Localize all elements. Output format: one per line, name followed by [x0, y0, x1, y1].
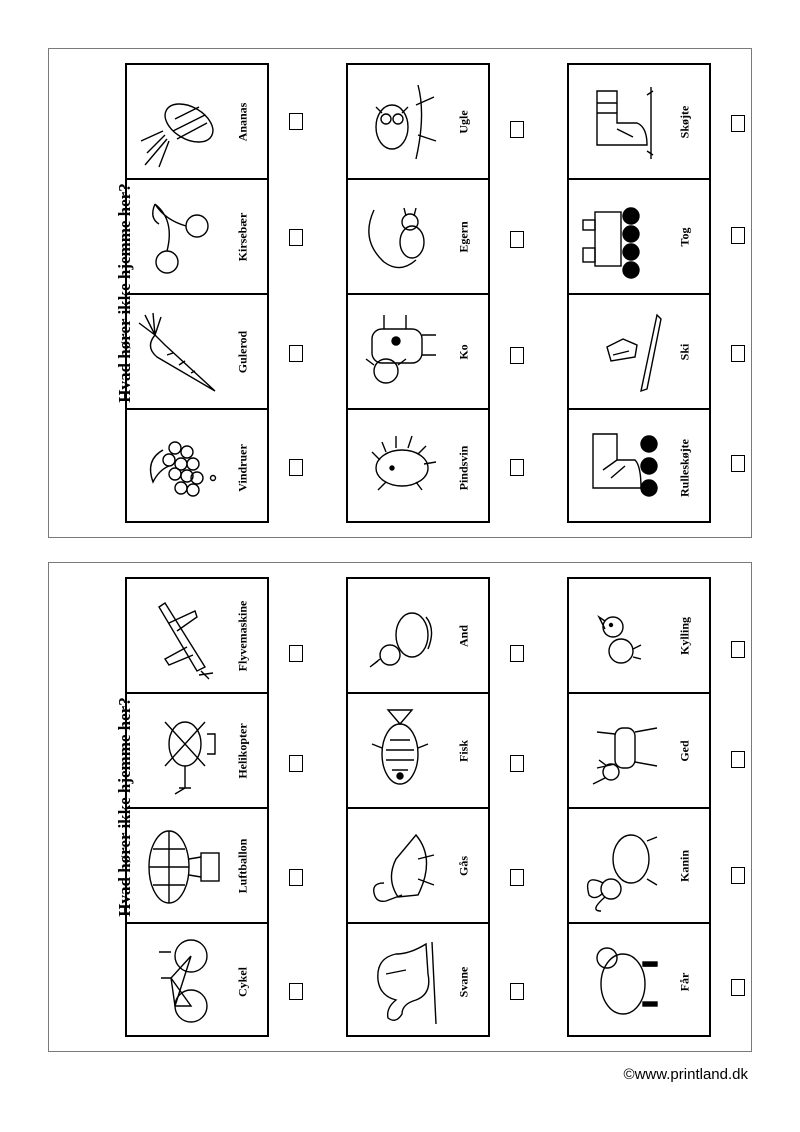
answer-checkbox[interactable] — [510, 121, 524, 138]
panel-title: Hvad hører ikke hjemme her? — [115, 183, 134, 403]
item-cell — [348, 295, 488, 410]
answer-checkbox[interactable] — [289, 229, 303, 246]
item-cell — [348, 180, 488, 295]
rabbit-icon — [577, 819, 665, 913]
item-label: Ko — [456, 343, 471, 360]
answer-checkbox[interactable] — [289, 983, 303, 1000]
airplane-icon — [135, 589, 223, 683]
squirrel-icon — [356, 190, 444, 284]
roller-skate-icon — [577, 420, 665, 514]
answer-checkbox[interactable] — [731, 115, 745, 132]
answer-checkbox[interactable] — [731, 867, 745, 884]
helicopter-icon — [135, 704, 223, 798]
ski-icon — [577, 305, 665, 399]
item-label: Egern — [456, 220, 471, 253]
worksheet-panel-1 — [48, 48, 752, 538]
owl-icon — [356, 75, 444, 169]
item-cell — [348, 65, 488, 180]
item-cell — [569, 579, 709, 694]
picture-strip — [567, 577, 711, 1037]
copyright-credit: ©www.printland.dk — [623, 1066, 748, 1083]
item-label: Får — [677, 972, 692, 991]
answer-checkbox[interactable] — [289, 459, 303, 476]
cherry-icon — [135, 190, 223, 284]
hedgehog-icon — [356, 420, 444, 514]
answer-checkbox[interactable] — [289, 645, 303, 662]
chick-icon — [577, 589, 665, 683]
ice-skate-icon — [577, 75, 665, 169]
item-cell — [569, 410, 709, 525]
item-cell — [127, 694, 267, 809]
picture-strip — [346, 63, 490, 523]
answer-checkbox[interactable] — [731, 641, 745, 658]
answer-checkbox[interactable] — [731, 979, 745, 996]
worksheet-panel-2 — [48, 562, 752, 1052]
item-label: Ugle — [456, 109, 471, 134]
goose-icon — [356, 819, 444, 913]
grapes-icon — [135, 420, 223, 514]
item-label: Pindsvin — [456, 445, 471, 490]
item-label: Luftballon — [235, 838, 250, 893]
item-cell — [569, 694, 709, 809]
item-label: Gås — [456, 855, 471, 876]
answer-checkbox[interactable] — [510, 983, 524, 1000]
picture-strip — [125, 63, 269, 523]
item-cell — [569, 809, 709, 924]
answer-checkbox[interactable] — [510, 869, 524, 886]
cow-icon — [356, 305, 444, 399]
item-cell — [569, 924, 709, 1039]
item-cell — [569, 180, 709, 295]
answer-checkbox[interactable] — [510, 231, 524, 248]
answer-checkbox[interactable] — [289, 113, 303, 130]
item-label: Kanin — [677, 849, 692, 882]
goat-icon — [577, 704, 665, 798]
item-label: Cykel — [235, 966, 250, 997]
item-label: Ski — [677, 343, 692, 360]
item-cell — [127, 295, 267, 410]
item-cell — [348, 809, 488, 924]
picture-strip — [567, 63, 711, 523]
item-cell — [127, 410, 267, 525]
swan-icon — [356, 934, 444, 1028]
item-cell — [127, 180, 267, 295]
item-label: Rulleskøjte — [677, 438, 692, 497]
carrot-icon — [135, 305, 223, 399]
answer-checkbox[interactable] — [731, 751, 745, 768]
item-cell — [348, 694, 488, 809]
item-cell — [348, 410, 488, 525]
item-label: And — [456, 624, 471, 647]
item-label: Tog — [677, 227, 692, 246]
item-cell — [127, 924, 267, 1039]
duck-icon — [356, 589, 444, 683]
answer-checkbox[interactable] — [510, 645, 524, 662]
item-cell — [348, 579, 488, 694]
sheep-icon — [577, 934, 665, 1028]
item-cell — [127, 809, 267, 924]
answer-checkbox[interactable] — [510, 347, 524, 364]
item-label: Gulerod — [235, 330, 250, 373]
answer-checkbox[interactable] — [289, 869, 303, 886]
picture-strip — [346, 577, 490, 1037]
item-cell — [127, 65, 267, 180]
answer-checkbox[interactable] — [510, 755, 524, 772]
item-label: Skøjte — [677, 105, 692, 138]
bicycle-icon — [135, 934, 223, 1028]
hot-air-balloon-icon — [135, 819, 223, 913]
item-cell — [348, 924, 488, 1039]
answer-checkbox[interactable] — [510, 459, 524, 476]
item-cell — [569, 295, 709, 410]
picture-strip — [125, 577, 269, 1037]
item-label: Ananas — [235, 102, 250, 141]
answer-checkbox[interactable] — [731, 345, 745, 362]
item-label: Fisk — [456, 739, 471, 762]
item-label: Kylling — [677, 616, 692, 655]
panel-title: Hvad hører ikke hjemme her? — [115, 697, 134, 917]
item-label: Svane — [456, 966, 471, 997]
answer-checkbox[interactable] — [289, 345, 303, 362]
item-cell — [569, 65, 709, 180]
item-label: Helikopter — [235, 722, 250, 779]
item-label: Vindruer — [235, 443, 250, 492]
pineapple-icon — [135, 75, 223, 169]
item-cell — [127, 579, 267, 694]
item-label: Kirsebær — [235, 212, 250, 261]
train-icon — [577, 190, 665, 284]
answer-checkbox[interactable] — [731, 455, 745, 472]
fish-icon — [356, 704, 444, 798]
answer-checkbox[interactable] — [731, 227, 745, 244]
item-label: Flyvemaskine — [235, 600, 250, 671]
answer-checkbox[interactable] — [289, 755, 303, 772]
item-label: Ged — [677, 739, 692, 762]
